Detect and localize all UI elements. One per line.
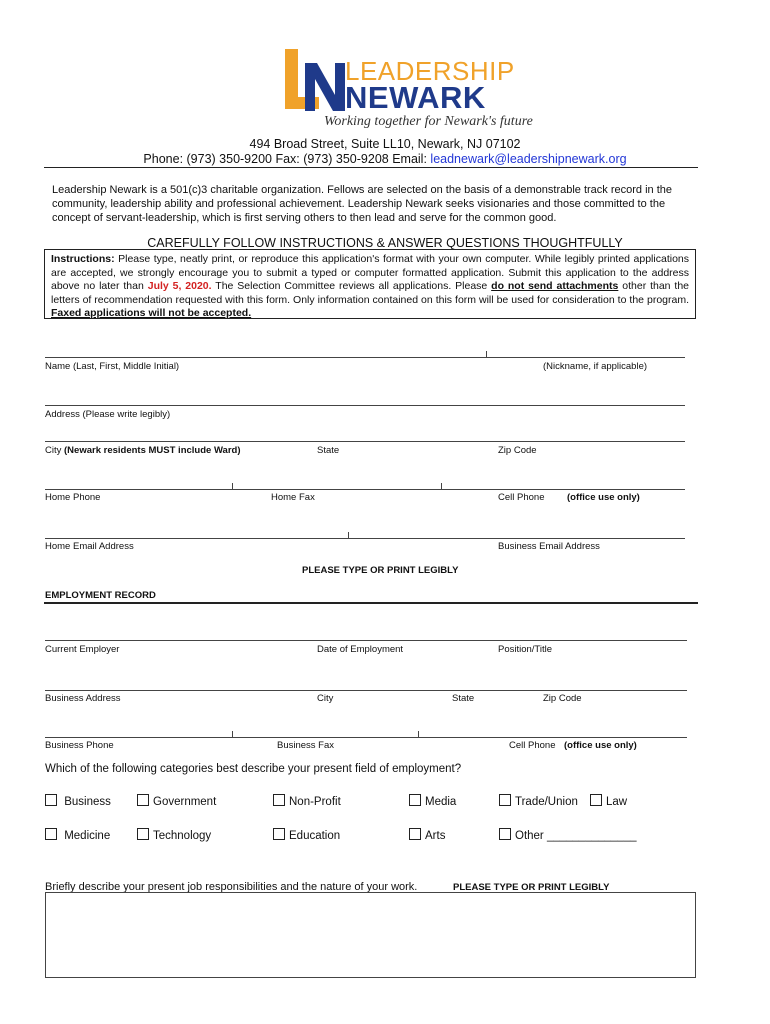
zip-label: Zip Code	[498, 445, 537, 456]
field-question: Which of the following categories best describe your present field of employment?	[45, 763, 462, 775]
name-input-line[interactable]	[45, 357, 685, 358]
checkbox-icon	[137, 828, 149, 840]
intro-paragraph: Leadership Newark is a 501(c)3 charitable organization. Fellows are selected on the basis of a demonstrable track record in the community, leadership ability and professional achievement. Leadership Newark seeks visionaries and those committed to the concept of servant-leadership, which is first serving others to then lead and serve for the common good.	[52, 184, 672, 224]
business-cell-label: Cell Phone	[509, 740, 556, 751]
business-email-label: Business Email Address	[498, 541, 600, 552]
checkbox-business[interactable]: Business	[45, 794, 111, 808]
tagline: Working together for Newark's future	[324, 114, 533, 129]
street-address: 494 Broad Street, Suite LL10, Newark, NJ 07102	[249, 137, 521, 151]
checkbox-icon	[45, 828, 57, 840]
state-label: State	[317, 445, 340, 456]
address-label: Address (Please write legibly)	[45, 409, 171, 420]
employment-record-title: EMPLOYMENT RECORD	[45, 590, 156, 601]
logo-wordmark-bottom: NEWARK	[345, 80, 486, 115]
instructions-box	[44, 249, 696, 319]
home-phone-label: Home Phone	[45, 492, 101, 503]
job-description-textarea[interactable]	[45, 892, 696, 978]
office-use-note: (office use only)	[567, 492, 640, 503]
email-link[interactable]: leadnewark@leadershipnewark.org	[430, 152, 627, 166]
checkbox-icon	[273, 794, 285, 806]
city-label: City (Newark residents MUST include Ward)	[45, 445, 241, 456]
divider-tick	[348, 532, 349, 538]
describe-print-legibly: PLEASE TYPE OR PRINT LEGIBLY	[453, 882, 610, 893]
email-input-line[interactable]	[45, 538, 685, 539]
checkbox-icon	[137, 794, 149, 806]
instructions-text-3: other than the letters of recommendation requested with this form. Only information contained on this form will be used for consideration to the program.	[51, 280, 690, 306]
business-address-label: Business Address	[45, 693, 121, 704]
checkbox-icon	[590, 794, 602, 806]
business-phones-input-line[interactable]	[45, 737, 687, 738]
instructions-text-1: Please type, neatly print, or reproduce this application's format with your own computer. While legibly printed applications are accepted, we strongly encourage you to submit a typed or computer formatted application. Submit this application to the address above no later than	[51, 253, 689, 292]
divider-tick	[232, 731, 233, 737]
section-divider	[44, 602, 698, 604]
instructions-label: Instructions:	[51, 253, 115, 265]
divider-tick	[418, 731, 419, 737]
address-input-line[interactable]	[45, 405, 685, 406]
date-employment-label: Date of Employment	[317, 644, 404, 655]
city-state-zip-input-line[interactable]	[45, 441, 685, 442]
business-fax-label: Business Fax	[277, 740, 335, 751]
checkbox-icon	[499, 828, 511, 840]
instructions-heading: CAREFULLY FOLLOW INSTRUCTIONS & ANSWER QUESTIONS THOUGHTFULLY	[147, 236, 623, 250]
checkbox-medicine[interactable]: Medicine	[45, 828, 110, 842]
city-note: (Newark residents MUST include Ward)	[64, 445, 241, 456]
divider-tick	[441, 483, 442, 489]
nickname-label: (Nickname, if applicable)	[543, 361, 648, 372]
business-state-label: State	[452, 693, 475, 704]
checkbox-icon	[409, 794, 421, 806]
checkbox-education[interactable]: Education	[273, 828, 340, 842]
checkbox-icon	[45, 794, 57, 806]
business-address-input-line[interactable]	[45, 690, 687, 691]
checkbox-media[interactable]: Media	[409, 794, 456, 808]
checkbox-trade-union[interactable]: Trade/Union	[499, 794, 578, 808]
no-attachments-note: do not send attachments	[491, 280, 619, 292]
checkbox-icon	[273, 828, 285, 840]
name-label: Name (Last, First, Middle Initial)	[45, 361, 180, 372]
checkbox-icon	[499, 794, 511, 806]
checkbox-icon	[409, 828, 421, 840]
checkbox-other[interactable]: Other ______________	[499, 828, 637, 842]
cell-phone-label: Cell Phone	[498, 492, 545, 503]
divider-tick	[486, 351, 487, 357]
home-phones-input-line[interactable]	[45, 489, 685, 490]
business-zip-label: Zip Code	[543, 693, 582, 704]
checkbox-arts[interactable]: Arts	[409, 828, 445, 842]
checkbox-technology[interactable]: Technology	[137, 828, 211, 842]
instructions-text-2: The Selection Committee reviews all applications. Please	[211, 280, 492, 292]
describe-prompt: Briefly describe your present job responsibilities and the nature of your work.	[45, 881, 418, 893]
print-legibly-note: PLEASE TYPE OR PRINT LEGIBLY	[302, 565, 459, 576]
checkbox-law[interactable]: Law	[590, 794, 627, 808]
home-email-label: Home Email Address	[45, 541, 134, 552]
checkbox-government[interactable]: Government	[137, 794, 216, 808]
faxed-note: Faxed applications will not be accepted.	[51, 307, 252, 319]
home-fax-label: Home Fax	[271, 492, 315, 503]
business-city-label: City	[317, 693, 334, 704]
business-phone-label: Business Phone	[45, 740, 114, 751]
divider-tick	[232, 483, 233, 489]
phone-fax: Phone: (973) 350-9200 Fax: (973) 350-9208 Email:	[143, 152, 427, 166]
checkbox-non-profit[interactable]: Non-Profit	[273, 794, 341, 808]
deadline: July 5, 2020.	[147, 280, 212, 292]
contact-line	[0, 152, 770, 166]
employer-input-line[interactable]	[45, 640, 687, 641]
logo-wordmark-top: LEADERSHIP	[345, 56, 515, 86]
business-office-use-note: (office use only)	[564, 740, 637, 751]
current-employer-label: Current Employer	[45, 644, 120, 655]
position-label: Position/Title	[498, 644, 553, 655]
header-divider	[44, 167, 698, 168]
